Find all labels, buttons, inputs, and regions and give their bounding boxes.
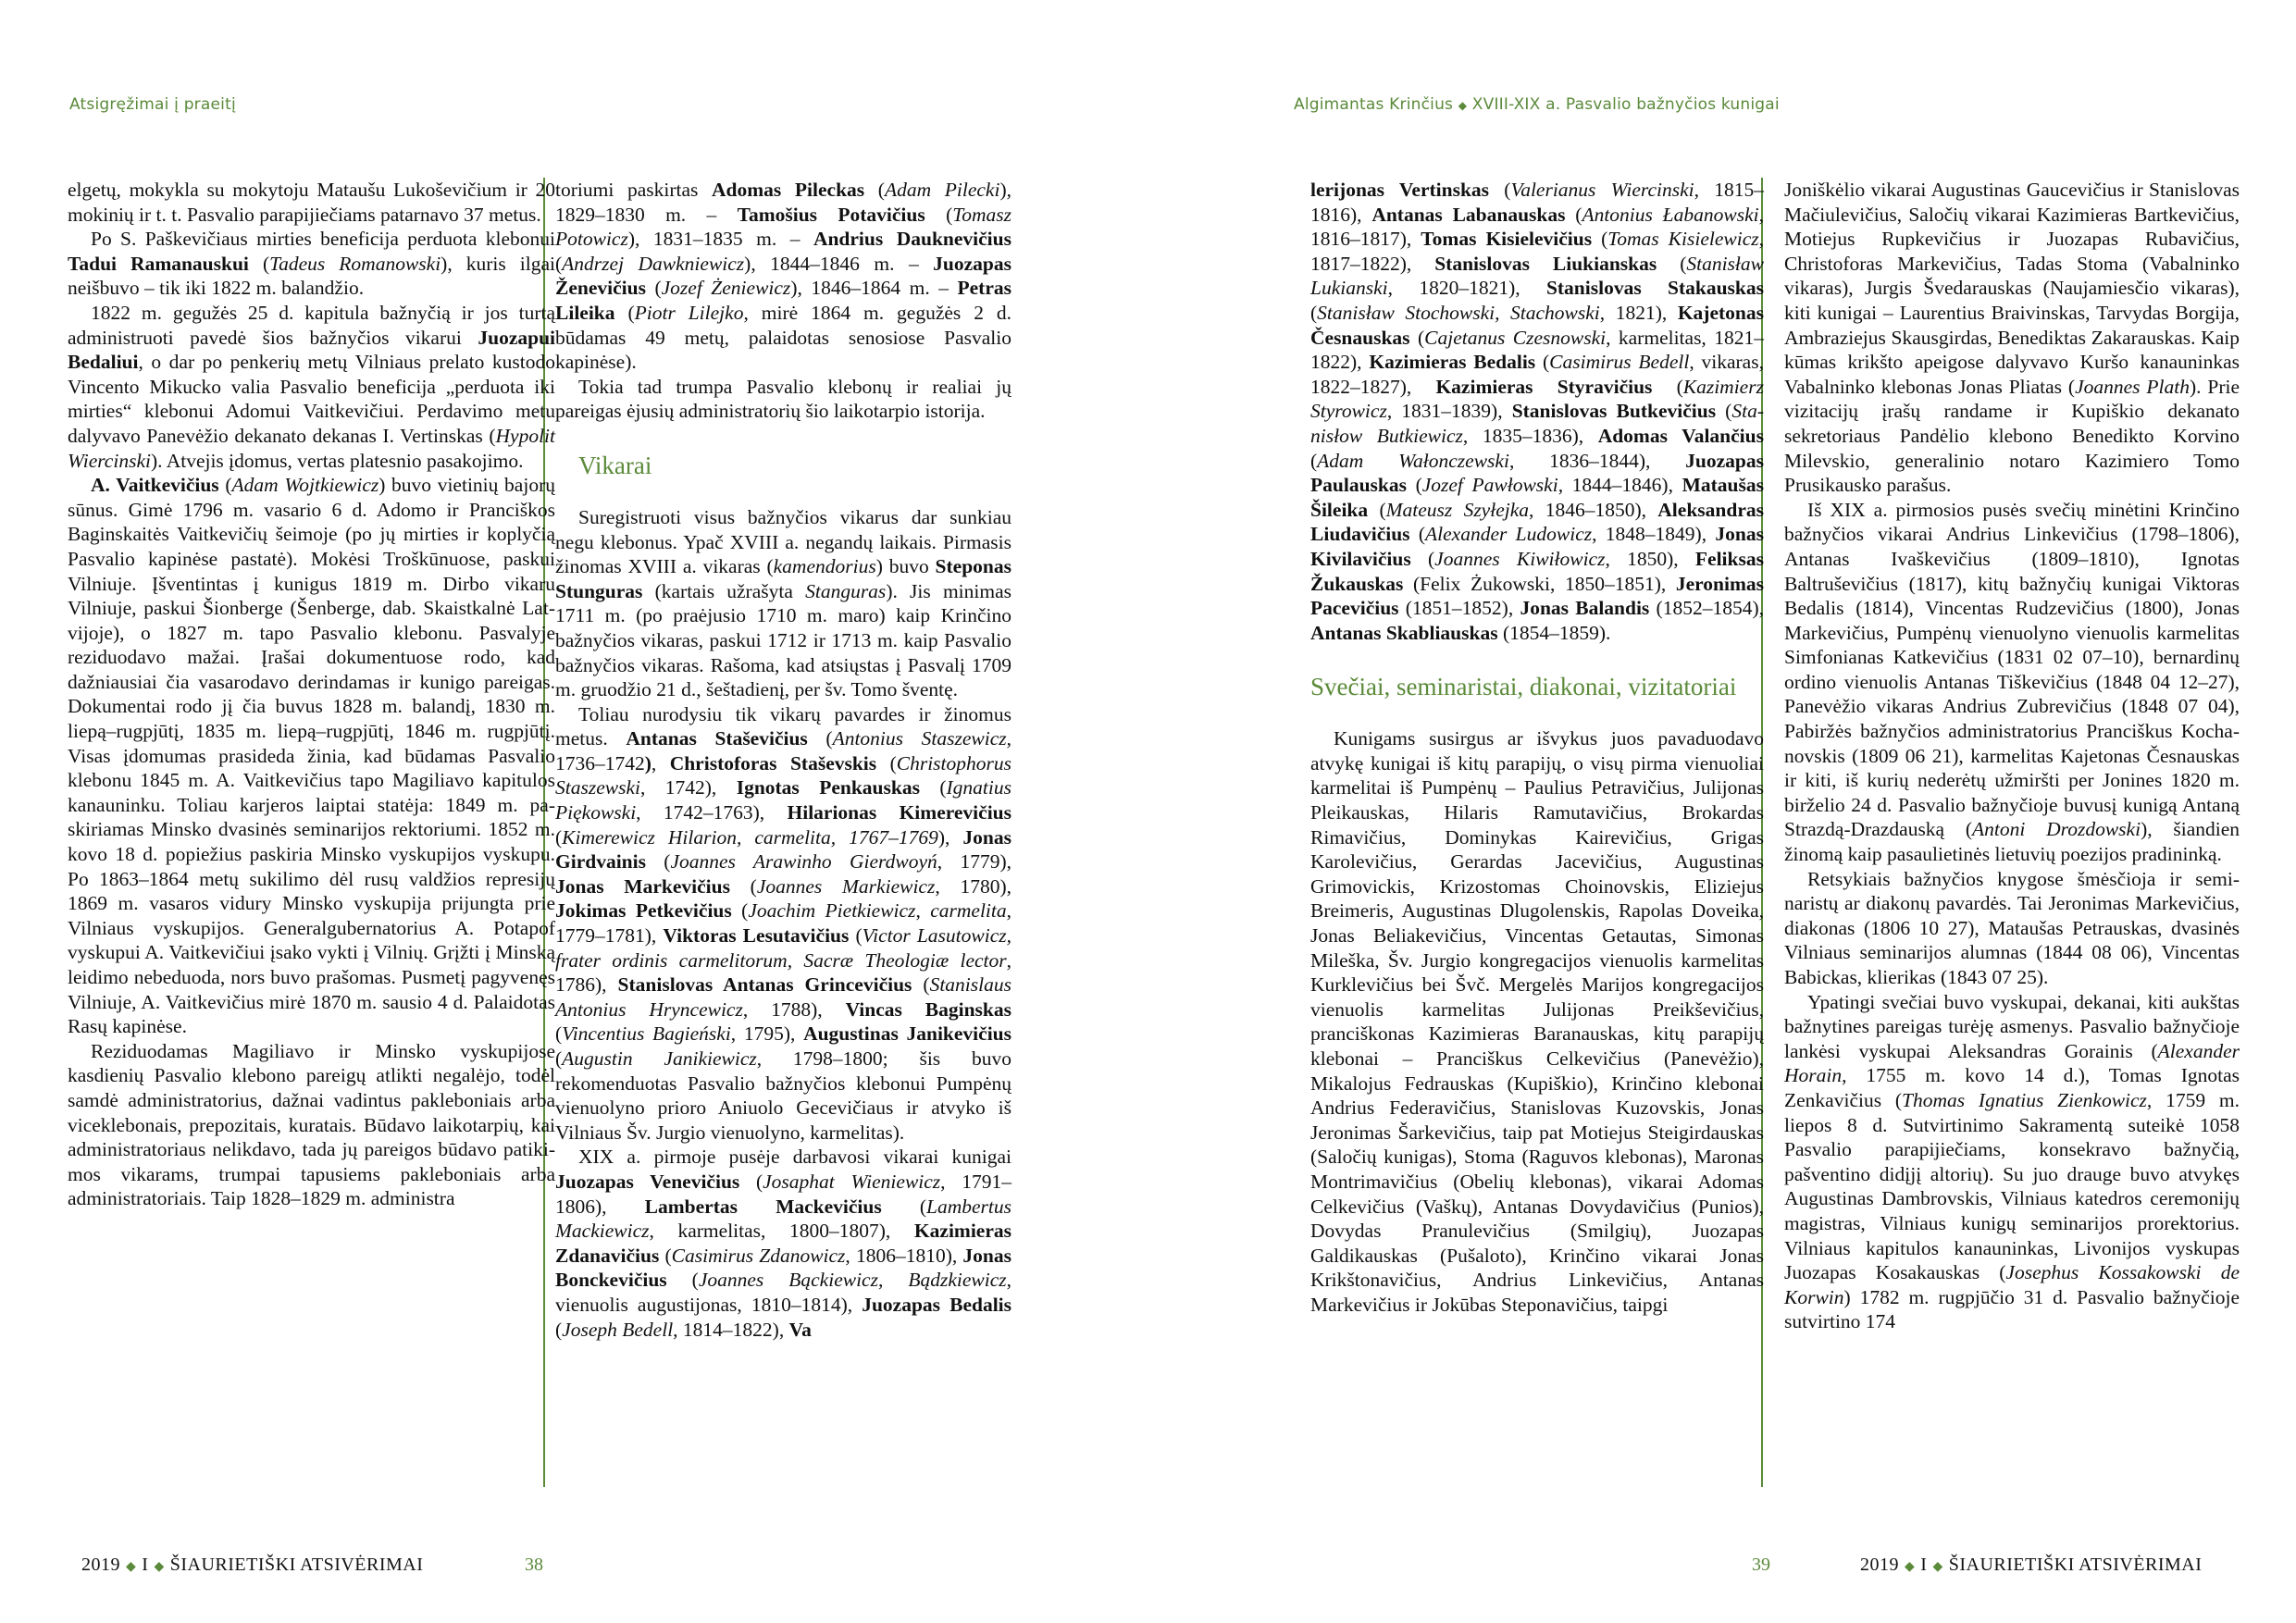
page39-column2 (1784, 178, 2240, 1334)
footer-journal-name: ŠIAURIETIŠKI ATSIVĖRIMAI (169, 1555, 424, 1575)
paragraph: Suregistruoti visus bažnyčios vikarus dar sunkiau negu klebonus. Ypač XVIII a. negandų laikais. Pirmasis žinomas XVIII a. vikaras (kamendorius) buvo Steponas Stunguras (kartais užrašyta Stanguras). Jis minimas 1711 m. (po praėjusio 1710 m. maro) kaip Krinčino bažnyčios vikaras, paskui 1712 ir 1713 m. kaip Pasvalio bažnyčios vikaras. Rašoma, kad atsiųstas į Pasvalį 1709 m. gruodžio 21 d., šeštadienį, per šv. Tomo šventę. (555, 505, 1011, 701)
running-head-left: Atsigręžimai į praeitį (69, 95, 236, 114)
paragraph: 1822 m. gegužės 25 d. kapitula bažnyčią ir jos turtą administruoti pavedė šios bažnyčios vikarui Juozapui Bedaliui, o dar po penkerių metų Vilniaus prelato kustodo Vincento Mikucko valia Pasvalio beneficija „perduota iki mirties“ klebonui Adomui Vaitkevičiui. Perdavimo metu dalyvavo Panevėžio dekanato dekanas I. Vertinskas (Hypolit Wiercinski). Atvejis įdomus, vertas platesnio pasakojimo. (68, 301, 555, 472)
paragraph: Kunigams susirgus ar išvykus juos pavaduodavo atvykę kunigai iš kitų parapijų, o visų pirma vienuoliai karmelitai iš Pumpėnų – Paulius Petravičius, Julijonas Pleikauskas, Hilaris Ramutavičius, Brokardas Rimavičius, Dominykas Kairevičius, Grigas Karolevičius, Gerardas Jacevičius, Augustinas Grimovickis, Krizostomas Choinovskis, Eliziejus Breimeris, Augustinas Dlugolenskis, Rapolas Doveika, Jonas Beliakevičius, Vincentas Getautas, Simonas Mileška, Šv. Jurgio kongregacijos vienuolis karmelitas Kurklevičius bei Švč. Mergelės Marijos kongregacijos vienuolis karmelitas Julijonas Preikševičius, pranciškonas Kazimieras Baranauskas, kitų parapijų klebonai – Pranciškus Celkevičius (Panevėžio), Mikalojus Fedrauskas (Kupiškio), Krinčino klebonai Andrius Federavičius, Stanislovas Kuzovskis, Jonas Jeronimas Šarkevičius, taip pat Motiejus Steigirdauskas (Saločių kunigas), Stoma (Raguvos klebonas), Maronas Montrimavičius (Obelių klebonas), vikarai Adomas Celkevičius (Vaškų), Antanas Dovydavičius (Punios), Dovydas Pranulevičius (Smilgių), Juozapas Galdikauskas (Pušaloto), Krinčino vikarai Jonas Krikštonavičius, Andrius Linkevičius, Antanas Markevičius ir Jokūbas Steponavičius, taipgi (1310, 727, 1764, 1316)
footer-issue: I (142, 1555, 149, 1575)
paragraph: A. Vaitkevičius (Adam Wojtkiewicz) buvo vietinių bajorų sūnus. Gimė 1796 m. vasario 6 d. Adomo ir Pranciškos Baginskaitės Vaitkevičių šeimoje (po jų mirties ir koplyčią Pasvalio kapinėse pastatė). Mokėsi Troškūnuose, paskui Vilniuje. Įšventintas į kunigus 1819 m. Dirbo vikaru Vilniuje, paskui Šionberge (Šenberge, dab. Skaistkalnė Latvijoje), o 1827 m. tapo Pasvalio klebonu. Pasvalyje reziduodavo mažai. Įrašai dokumentuose rodo, kad dažniausiai čia vasarodavo derindamas ir kunigo pareigas. Dokumentai rodo jį čia buvus 1828 m. balandį, 1830 m. liepą–rugpjūtį, 1835 m. liepą–rugpjūtį, 1846 m. rugpjūtį. Visas įdomumas prasideda žinia, kad būdamas Pasvalio klebonu 1845 m. A. Vaitkevičius tapo Magiliavo kapitulos kanauninku. Toliau karjeros laiptai statėja: 1849 m. paskiriamas Minsko dvasinės seminarijos rektoriumi. 1852 m. kovo 18 d. popiežius paskiria Minsko vyskupijos vyskupu. Po 1863–1864 metų sukilimo dėl rusų valdžios represijų 1869 m. vasaros vidury Minsko vyskupija prijungta prie Vilniaus vyskupijos. Generalgubernatorius A. Potapof vyskupui A. Vaitkevičiui įsako vykti į Vilnių. Grįžti į Minską leidimo nebeduoda, nors buvo prašomas. Pusmetį pagyvenęs Vilniuje, A. Vaitkevičius mirė 1870 m. sausio 4 d. Palaidotas Rasų kapinėse. (68, 474, 555, 1038)
footer-year: 2019 (81, 1555, 120, 1575)
section-heading-vikarai: Vikarai (578, 451, 652, 479)
paragraph: XIX a. pirmoje pusėje darbavosi vikarai kunigai Juozapas Venevičius (Josaphat Wieniewicz, 1791–1806), Lambertas Mackevičius (Lambertus Mackiewicz, karmelitas, 1800–1807), Kazimieras Zdanavičius (Casimirus Zdanowicz, 1806–1810), Jonas Bonckevičius (Joannes Bąckiewicz, Bądzkiewicz, vienuolis augustijonas, 1810–1814), Juozapas Bedalis (Joseph Bedell, 1814–1822), Va (555, 1146, 1012, 1341)
paragraph: Toliau nurodysiu tik vikarų pavardes ir žinomus metus. Antanas Staševičius (Antonius Staszewicz, 1736–1742), Christoforas Staševskis (Christophorus Staszewski, 1742), Ignotas Penkauskas (Ignatius Piękowski, 1742–1763), Hilarionas Kimerevičius (Kimerewicz Hilarion, carmelita, 1767–1769), Jonas Girdvainis (Joannes Arawinho Gierdwoyń, 1779), Jonas Markevičius (Joannes Markiewicz, 1780), Jokimas Petkevičius (Joachim Pietkiewicz, carmelita, 1779–1781), Viktoras Lesutavičius (Victor Lasutowicz, frater ordinis carmelitorum, Sacræ Theologiæ lector, 1786), Stanislovas Antanas Grincevičius (Stanislaus Antonius Hryncewicz, 1788), Vincas Baginskas (Vincentius Bagieński, 1795), Augustinas Janikevičius (Augustin Janikiewicz, 1798–1800; šis buvo rekomenduotas Pasvalio bažnyčios klebonui Pumpėnų vienuolyno prioro Aniuolo Gecevičiaus ir atvyko iš Vilniaus Šv. Jurgio vienuolyno, karmelitas). (555, 702, 1011, 1144)
footer-year: 2019 (1860, 1555, 1899, 1575)
author-name: Algimantas Krinčius (1294, 95, 1454, 114)
footer-issue: I (1920, 1555, 1928, 1575)
paragraph: toriumi paskirtas Adomas Pileckas (Adam Pilecki), 1829–1830 m. – Tamošius Potavičius (Tomasz Potowicz), 1831–1835 m. – Andrius Dauknevičius (Andrzej Dawkniewicz), 1844–1846 m. – Juozapas Ženevičius (Jozef Żeniewicz), 1846–1864 m. – Petras Lileika (Piotr Lilejko, mirė 1864 m. gegužės 2 d. būdamas 49 metų, palaidotas senosiose Pasvalio kapinėse). (555, 179, 1011, 374)
page39-column1 (1310, 178, 1764, 1318)
footer-journal-name: ŠIAURIETIŠKI ATSIVĖRIMAI (1948, 1555, 2203, 1575)
paragraph: Joniškėlio vikarai Augustinas Gaucevičius ir Stanislovas Mačiulevičius, Saločių vikarai Kazimieras Bartkevičius, Motiejus Rupkevičius ir Juozapas Rubavičius, Christoforas Markevičius, Tadas Stoma (Vabalninko vikaras), Jurgis Švedarauskas (Naujamiesčio vikaras), kiti kunigai – Laurentius Braivinskas, Tarvydas Borgija, Ambraziejus Skausgirdas, Benediktas Zakarauskas. Kaip kūmas krikšto apeigose dalyvavo Kuršo kanauninkas Vabalninko klebonas Jonas Pliatas (Joannes Plath). Prie vizitacijų įrašų randame ir Kupiškio dekanato sekretoriaus Pandėlio klebono Benedikto Korvino Milevskio, generalinio notaro Kazimiero Tomo Prusikausko parašus. (1784, 179, 2240, 497)
footer-journal-right (1860, 1555, 2202, 1576)
paragraph: Reziduodamas Magiliavo ir Minsko vyskupijose kasdienių Pasvalio klebono pareigų atlikti negalėjo, todėl samdė administratorius, dažnai vadintus pakleboniais arba viceklebonais, prepozitais, kuratais. Būdavo laikotarpių, kai administratoriaus nelikdavo, tada jų pareigos būdavo patikimos vikarams, trumpai tapusiems pakleboniais arba administratoriais. Taip 1828–1829 m. administra (68, 1039, 555, 1210)
paragraph: Tokia tad trumpa Pasvalio klebonų ir realiai jų pareigas ėjusių administratorių šio laikotarpio istorija. (555, 375, 1011, 423)
article-title: XVIII-XIX a. Pasvalio bažnyčios kunigai (1471, 95, 1780, 114)
paragraph: Iš XIX a. pirmosios pusės svečių minėtini Krinčino bažnyčios vikarai Andrius Linkevičius (1798–1806), Antanas Ivaškevičius (1809–1810), Ignotas Baltruševičius (1817), kitų bažnyčių kunigai Viktoras Bedalis (1814), Vincentas Rudzevičius (1800), Jonas Markevičius, Pumpėnų vienuolyno vienuolis karmelitas Simfonianas Katkevičius (1831 02 07–10), bernardinų ordino vienuolis Antanas Tiškevičius (1848 04 12–27), Panevėžio vikaras Andrius Zubrevičius (1848 07 04), Pabiržės bažnyčios administratorius Pranciškus Kochanovskis (1809 06 21), karmelitas Kajetonas Česnauskas ir kiti, iš kurių nederėtų užmiršti per Jonines 1820 m. birželio 24 d. Pasvalio bažnyčioje buvusį kunigą Antaną Strazdą-Drazdauską (Antoni Drozdowski), šiandien žinomą kaip pasaulietinės lietuvių poezijos pradininką. (1784, 498, 2240, 866)
paragraph: Retsykiais bažnyčios knygose šmėsčioja ir seminaristų ar diakonų pavardės. Tai Jeronimas Markevičius, diakonas (1806 10 27), Mataušas Petrauskas, dvasinės Vilniaus seminarijos alumnas (1844 08 06), Vincentas Babickas, klierikas (1843 07 25). (1784, 867, 2240, 988)
section-heading-sveciai: Svečiai, seminaristai, diakonai, vizitatoriai (1310, 673, 1737, 701)
page-number-right: 39 (1752, 1555, 1770, 1575)
paragraph: lerijonas Vertinskas (Valerianus Wiercinski, 1815–1816), Antanas Labanauskas (Antonius Łabanowski, 1816–1817), Tomas Kisielevičius (Tomas Kisielewicz, 1817–1822), Stanislovas Liukianskas (Stanisław Lukianski, 1820–1821), Stanislovas Stakauskas (Stanisław Stochowski, Stachowski, 1821), Kajetonas Česnauskas (Cajetanus Czesnowski, karmelitas, 1821–1822), Kazimieras Bedalis (Casimirus Bedell, vikaras, 1822–1827), Kazimieras Styravičius (Kazimierz Styrowicz, 1831–1839), Stanislovas Butkevičius (Stanisłow Butkiewicz, 1835–1836), Adomas Valančius (Adam Wałonczewski, 1836–1844), Juozapas Paulauskas (Jozef Pawłowski, 1844–1846), Mataušas Šileika (Mateusz Szyłejka, 1846–1850), Aleksandras Liudavičius (Alexander Ludowicz, 1848–1849), Jonas Kivilavičius (Joannes Kiwiłowicz, 1850), Feliksas Žukauskas (Felix Żukowski, 1850–1851), Jeronimas Pacevičius (1851–1852), Jonas Balandis (1852–1854), Antanas Skabliauskas (1854–1859). (1310, 179, 1764, 644)
diamond-icon: ◆ (1905, 1560, 1916, 1574)
diamond-icon: ◆ (154, 1560, 165, 1574)
diamond-icon: ◆ (1932, 1560, 1943, 1574)
paragraph: Po S. Paškevičiaus mirties beneficija perduota klebonui Tadui Ramanauskui (Tadeus Romanowski), kuris ilgai neišbuvo – tik iki 1822 m. balandžio. (68, 228, 555, 300)
paragraph: elgetų, mokykla su mokytoju Mataušu Lukoševičium ir 20 mokinių ir t. t. Pasvalio parapijiečiams patarnavo 37 metus. (68, 179, 555, 226)
page-number-left: 38 (525, 1555, 543, 1575)
diamond-icon: ◆ (1458, 99, 1468, 112)
diamond-icon: ◆ (126, 1560, 137, 1574)
page38-column2 (555, 178, 1011, 1342)
paragraph: Ypatingi svečiai buvo vyskupai, dekanai, kiti aukštas bažnytines pareigas turėję asmenys. Pasvalio bažnyčioje lankėsi vyskupai Aleksandras Gorainis (Alexander Horain, 1755 m. kovo 14 d.), Tomas Ignotas Zenkavičius (Thomas Ignatius Zienkowicz, 1759 m. liepos 8 d. Sutvirtinimo Sakramentą suteikė 1058 Pasvalio parapijiečiams, konsekravo bažnyčią, pašventino didįjį altorių). Su juo drauge buvo atvykęs Augustinas Dambrovskis, Vilniaus katedros ceremonijų magistras, Vilniaus kunigų seminarijos prorektorius. Vilniaus kapitulos kanauninkas, Livonijos vyskupas Juozapas Kosakauskas (Josephus Kossakowski de Korwin) 1782 m. rugpjūčio 31 d. Pasvalio bažnyčioje sutvirtino 174 (1784, 990, 2240, 1333)
running-head-right (1294, 95, 1780, 114)
footer-journal-left (81, 1555, 423, 1576)
page38-column1 (68, 178, 555, 1211)
